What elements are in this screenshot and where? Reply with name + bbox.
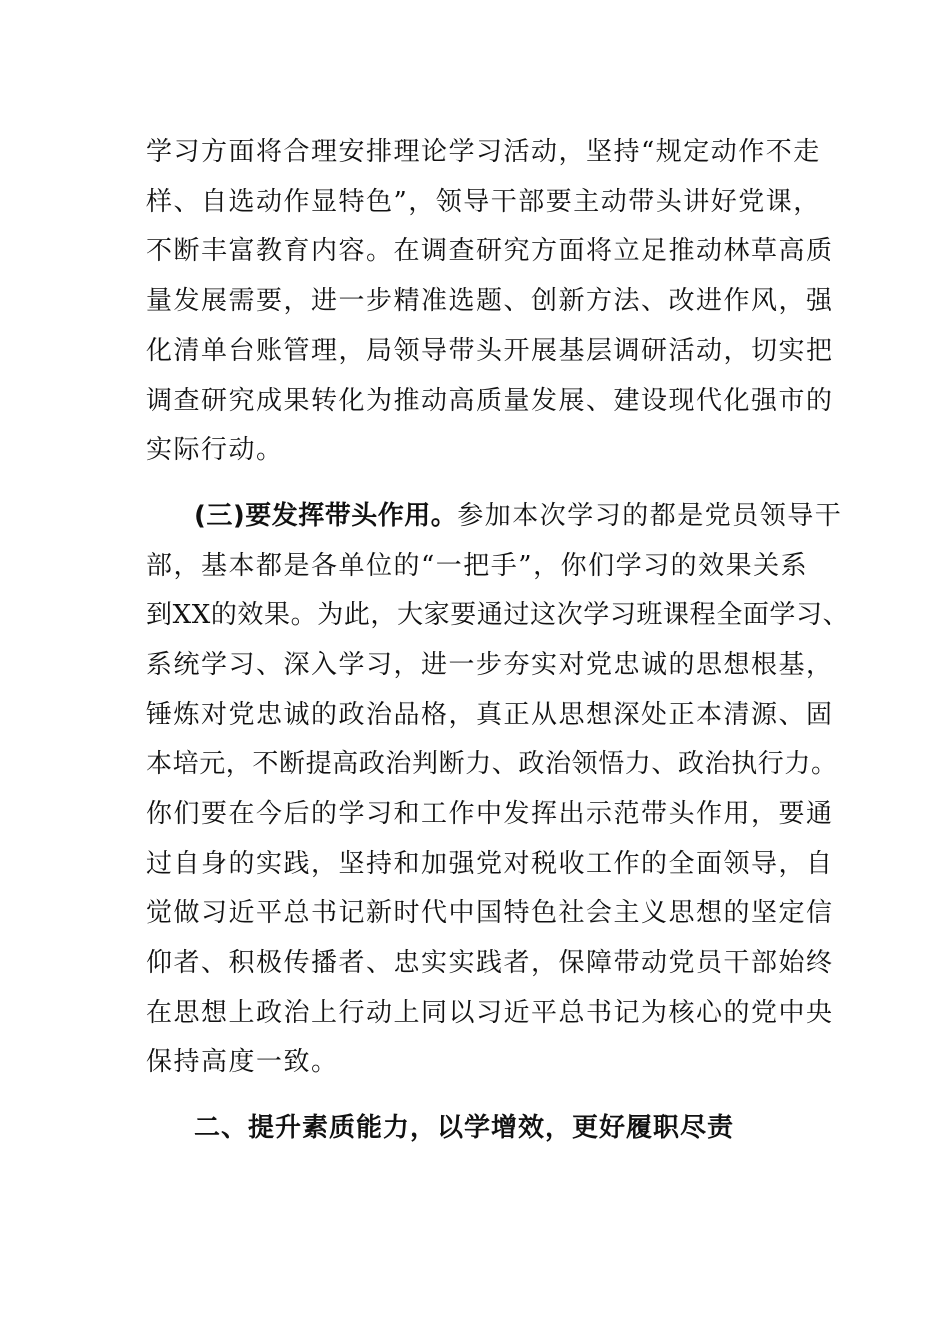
paragraph-line: 部，基本都是各单位的“一把手”，你们学习的效果关系 (146, 551, 809, 581)
paragraph-line: 本培元，不断提高政治判断力、政治领悟力、政治执行力。 (146, 749, 838, 779)
paragraph-line: 系统学习、深入学习，进一步夯实对党忠诚的思想根基， (146, 650, 834, 680)
paragraph-line: 过自身的实践，坚持和加强党对税收工作的全面领导，自 (146, 849, 834, 879)
paragraph-line: 保持高度一致。 (146, 1047, 339, 1077)
paragraph-line: 锤炼对党忠诚的政治品格，真正从思想深处正本清源、固 (146, 700, 834, 730)
paragraph-line-text: 参加本次学习的都是党员领导干 (457, 501, 843, 531)
paragraph-line: 学习方面将合理安排理论学习活动，坚持“规定动作不走 (146, 137, 821, 167)
paragraph-line: 化清单台账管理，局领导带头开展基层调研活动，切实把 (146, 336, 834, 366)
paragraph-line: 仰者、积极传播者、忠实实践者，保障带动党员干部始终 (146, 948, 834, 978)
section-heading: 二、提升素质能力，以学增效，更好履职尽责 (194, 1113, 735, 1143)
paragraph-line: 调查研究成果转化为推动高质量发展、建设现代化强市的 (146, 386, 834, 416)
paragraph-line: 实际行动。 (146, 435, 284, 465)
paragraph-line: 不断丰富教育内容。在调查研究方面将立足推动林草高质 (146, 236, 834, 266)
paragraph-first-line (194, 500, 842, 532)
paragraph-line: 在思想上政治上行动上同以习近平总书记为核心的党中央 (146, 998, 834, 1028)
subsection-heading: (三)要发挥带头作用。 (194, 501, 458, 531)
paragraph-line: 觉做习近平总书记新时代中国特色社会主义思想的坚定信 (146, 898, 834, 928)
paragraph-line: 样、自选动作显特色”，领导干部要主动带头讲好党课， (146, 187, 821, 217)
paragraph-line: 到XX的效果。为此，大家要通过这次学习班课程全面学习、 (146, 600, 850, 630)
paragraph-line: 你们要在今后的学习和工作中发挥出示范带头作用，要通 (146, 799, 834, 829)
paragraph-line: 量发展需要，进一步精准选题、创新方法、改进作风，强 (146, 286, 834, 316)
